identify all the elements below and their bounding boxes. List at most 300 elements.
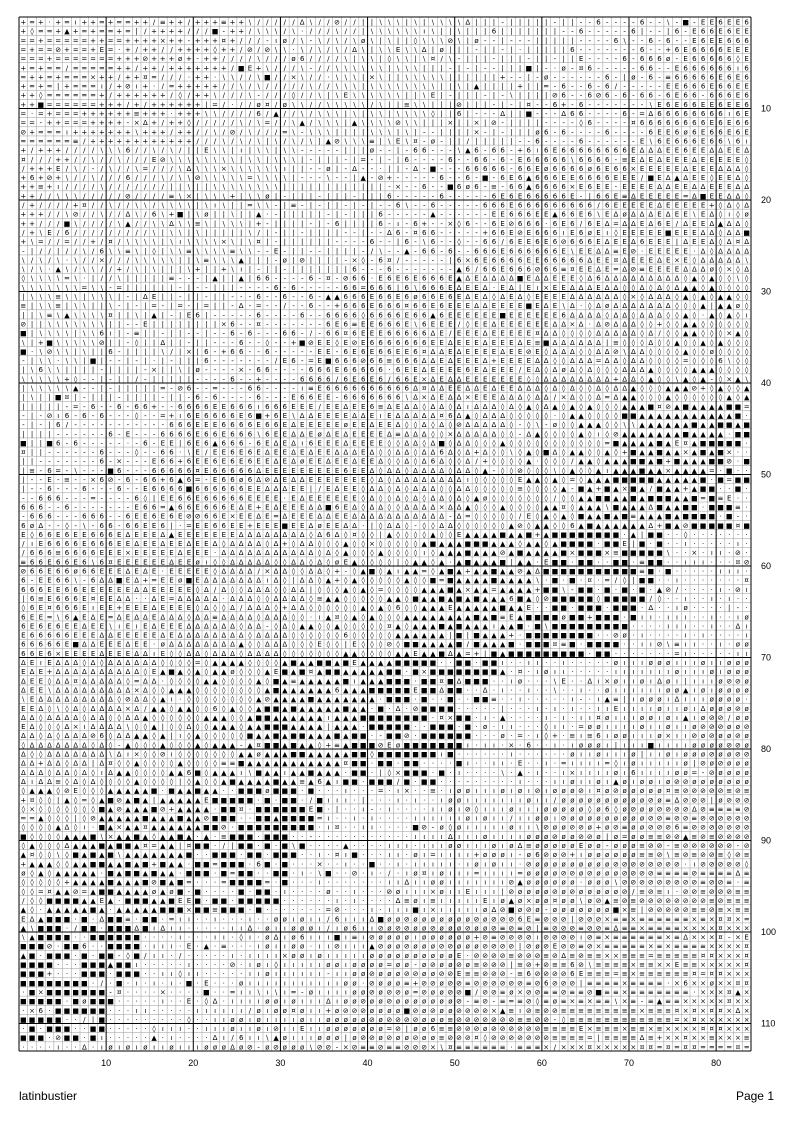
stitch-symbol: ■ bbox=[578, 549, 585, 557]
stitch-symbol: - bbox=[22, 421, 25, 429]
stitch-symbol: + bbox=[90, 110, 96, 118]
stitch-symbol: Δ bbox=[596, 247, 601, 255]
stitch-symbol: ◊ bbox=[492, 439, 496, 447]
stitch-symbol: ◊ bbox=[649, 357, 653, 365]
stitch-symbol: \ bbox=[109, 202, 112, 210]
stitch-symbol: E bbox=[256, 421, 260, 429]
stitch-symbol: 6 bbox=[614, 165, 619, 173]
stitch-symbol: ◊ bbox=[501, 449, 505, 457]
stitch-symbol: 6 bbox=[187, 439, 192, 447]
stitch-symbol: - bbox=[179, 275, 182, 283]
stitch-symbol: ▲ bbox=[692, 458, 698, 466]
stitch-symbol: - bbox=[615, 119, 618, 127]
stitch-symbol: Δ bbox=[727, 165, 732, 173]
stitch-symbol: + bbox=[108, 19, 114, 27]
stitch-symbol: ◊ bbox=[527, 439, 531, 447]
stitch-symbol: 6 bbox=[640, 19, 645, 27]
stitch-symbol: Δ bbox=[230, 549, 235, 557]
stitch-symbol: | bbox=[414, 92, 416, 100]
stitch-symbol: ≡ bbox=[221, 19, 227, 27]
stitch-symbol: ◊ bbox=[327, 558, 331, 566]
stitch-symbol: · bbox=[728, 485, 730, 493]
stitch-symbol: ■ bbox=[639, 476, 646, 484]
stitch-symbol: × bbox=[395, 183, 401, 191]
stitch-symbol: 6 bbox=[387, 320, 392, 328]
stitch-symbol: ◊ bbox=[719, 348, 723, 356]
stitch-symbol: 6 bbox=[649, 92, 654, 100]
stitch-symbol: 6 bbox=[535, 229, 540, 237]
stitch-symbol: 6 bbox=[727, 55, 732, 63]
stitch-symbol: ø bbox=[605, 302, 610, 310]
stitch-symbol: ◊ bbox=[440, 430, 444, 438]
stitch-symbol: ¤ bbox=[527, 101, 532, 109]
stitch-symbol: = bbox=[108, 64, 114, 72]
stitch-symbol: + bbox=[291, 339, 297, 347]
stitch-symbol: E bbox=[535, 293, 539, 301]
stitch-symbol: 6 bbox=[100, 247, 105, 255]
stitch-symbol: ▲ bbox=[552, 403, 558, 411]
stitch-symbol: \ bbox=[345, 137, 348, 145]
stitch-symbol: E bbox=[683, 256, 687, 264]
stitch-symbol: ◊ bbox=[736, 348, 740, 356]
stitch-symbol: ▲ bbox=[448, 549, 454, 557]
stitch-symbol: Δ bbox=[579, 320, 584, 328]
stitch-symbol: 6 bbox=[474, 247, 479, 255]
stitch-symbol: = bbox=[212, 385, 218, 393]
stitch-symbol: ■ bbox=[735, 439, 742, 447]
stitch-symbol: ▲ bbox=[430, 531, 436, 539]
stitch-symbol: ◊ bbox=[536, 503, 540, 511]
stitch-symbol: ■ bbox=[708, 513, 715, 521]
stitch-symbol: ■ bbox=[682, 430, 689, 438]
stitch-symbol: \ bbox=[40, 357, 43, 365]
stitch-symbol: - bbox=[432, 256, 435, 264]
stitch-symbol: - bbox=[301, 330, 304, 338]
stitch-symbol: 6 bbox=[570, 211, 575, 219]
stitch-symbol: = bbox=[55, 137, 61, 145]
stitch-symbol: / bbox=[266, 83, 269, 91]
stitch-symbol: Δ bbox=[657, 293, 662, 301]
stitch-symbol: ■ bbox=[560, 549, 567, 557]
stitch-symbol: | bbox=[92, 302, 94, 310]
stitch-symbol: ■ bbox=[735, 476, 742, 484]
stitch-symbol: / bbox=[92, 202, 95, 210]
stitch-symbol: Δ bbox=[483, 403, 488, 411]
stitch-symbol: - bbox=[676, 37, 679, 45]
stitch-symbol: Δ bbox=[535, 366, 540, 374]
stitch-symbol: 6 bbox=[422, 275, 427, 283]
stitch-symbol: Δ bbox=[648, 339, 653, 347]
stitch-symbol: 6 bbox=[492, 229, 497, 237]
stitch-symbol: | bbox=[266, 137, 268, 145]
stitch-symbol: ▲ bbox=[709, 275, 715, 283]
stitch-symbol: | bbox=[205, 183, 207, 191]
stitch-symbol: E bbox=[344, 412, 348, 420]
stitch-symbol: Δ bbox=[622, 266, 627, 274]
stitch-symbol: - bbox=[371, 266, 374, 274]
stitch-symbol: E bbox=[204, 540, 208, 548]
stitch-symbol: 6 bbox=[579, 28, 584, 36]
stitch-symbol: E bbox=[161, 549, 165, 557]
stitch-symbol: - bbox=[536, 110, 539, 118]
stitch-symbol: / bbox=[118, 183, 121, 191]
stitch-symbol: 6 bbox=[187, 412, 192, 420]
stitch-symbol: | bbox=[449, 110, 451, 118]
stitch-symbol: | bbox=[467, 46, 469, 54]
stitch-symbol: Δ bbox=[439, 522, 444, 530]
stitch-symbol: \ bbox=[737, 275, 740, 283]
stitch-symbol: - bbox=[275, 238, 278, 246]
stitch-symbol: ◊ bbox=[361, 485, 365, 493]
stitch-symbol: \ bbox=[101, 311, 104, 319]
stitch-symbol: - bbox=[432, 220, 435, 228]
stitch-symbol: ▲ bbox=[456, 266, 462, 274]
stitch-symbol: + bbox=[20, 64, 26, 72]
stitch-symbol: ◊ bbox=[605, 385, 609, 393]
stitch-symbol: - bbox=[484, 192, 487, 200]
stitch-symbol: \ bbox=[406, 83, 409, 91]
stitch-symbol: ▲ bbox=[700, 302, 706, 310]
stitch-symbol: ■ bbox=[726, 403, 733, 411]
stitch-symbol: 6 bbox=[492, 28, 497, 36]
stitch-symbol: / bbox=[301, 83, 304, 91]
stitch-symbol: \ bbox=[275, 28, 278, 36]
stitch-symbol: 6 bbox=[344, 284, 349, 292]
stitch-symbol: ▲ bbox=[596, 421, 602, 429]
stitch-symbol: 6 bbox=[657, 55, 662, 63]
stitch-symbol: E bbox=[701, 165, 705, 173]
stitch-symbol: | bbox=[205, 266, 207, 274]
stitch-symbol: 6 bbox=[143, 503, 148, 511]
stitch-symbol: = bbox=[108, 46, 114, 54]
stitch-symbol: E bbox=[727, 156, 731, 164]
stitch-symbol: E bbox=[561, 174, 565, 182]
stitch-symbol: ▲ bbox=[674, 476, 680, 484]
stitch-symbol: ▲ bbox=[648, 467, 654, 475]
stitch-symbol: E bbox=[213, 403, 217, 411]
stitch-symbol: 6 bbox=[91, 549, 96, 557]
stitch-symbol: / bbox=[641, 174, 644, 182]
stitch-symbol: \ bbox=[318, 46, 321, 54]
stitch-symbol: | bbox=[101, 375, 103, 383]
stitch-symbol: Δ bbox=[570, 339, 575, 347]
stitch-symbol: = bbox=[81, 28, 87, 36]
stitch-symbol: ◊ bbox=[388, 549, 392, 557]
stitch-symbol: - bbox=[127, 467, 130, 475]
stitch-symbol: ■ bbox=[682, 403, 689, 411]
stitch-symbol: 6 bbox=[378, 284, 383, 292]
stitch-symbol: 6 bbox=[535, 137, 540, 145]
stitch-symbol: ◊ bbox=[684, 275, 688, 283]
stitch-symbol: / bbox=[310, 330, 313, 338]
stitch-symbol: Δ bbox=[387, 467, 392, 475]
stitch-symbol: E bbox=[718, 192, 722, 200]
stitch-symbol: ≡ bbox=[55, 549, 61, 557]
stitch-symbol: E bbox=[378, 439, 382, 447]
stitch-symbol: ◊ bbox=[422, 403, 426, 411]
stitch-symbol: | bbox=[109, 339, 111, 347]
stitch-symbol: 6 bbox=[553, 202, 558, 210]
stitch-symbol: \ bbox=[188, 174, 191, 182]
stitch-symbol: ◊ bbox=[588, 330, 592, 338]
stitch-symbol: ▲ bbox=[456, 540, 462, 548]
stitch-symbol: \ bbox=[214, 156, 217, 164]
stitch-symbol: | bbox=[423, 64, 425, 72]
stitch-symbol: | bbox=[510, 28, 512, 36]
stitch-symbol: ◊ bbox=[562, 421, 566, 429]
stitch-symbol: ■ bbox=[691, 421, 698, 429]
stitch-symbol: | bbox=[31, 330, 33, 338]
stitch-symbol: - bbox=[135, 357, 138, 365]
stitch-symbol: 6 bbox=[256, 394, 261, 402]
stitch-symbol: Δ bbox=[178, 549, 183, 557]
stitch-symbol: + bbox=[64, 83, 70, 91]
stitch-symbol: ◊ bbox=[544, 540, 548, 548]
stitch-symbol: 6 bbox=[544, 247, 549, 255]
stitch-symbol: 6 bbox=[248, 467, 253, 475]
stitch-symbol: \ bbox=[40, 348, 43, 356]
stitch-symbol: ◊ bbox=[527, 293, 531, 301]
stitch-symbol: | bbox=[240, 156, 242, 164]
stitch-symbol: 6 bbox=[256, 385, 261, 393]
stitch-symbol: ■ bbox=[717, 439, 724, 447]
stitch-symbol: 6 bbox=[213, 513, 218, 521]
stitch-symbol: E bbox=[344, 92, 348, 100]
stitch-symbol: / bbox=[31, 256, 34, 264]
stitch-symbol: ■ bbox=[665, 513, 672, 521]
stitch-symbol: = bbox=[20, 46, 26, 54]
stitch-symbol: E bbox=[474, 394, 478, 402]
stitch-symbol: \ bbox=[83, 348, 86, 356]
stitch-symbol: - bbox=[284, 266, 287, 274]
stitch-symbol: Δ bbox=[736, 174, 741, 182]
stitch-symbol: ø bbox=[283, 37, 288, 45]
stitch-symbol: = bbox=[99, 55, 105, 63]
stitch-symbol: \ bbox=[728, 357, 731, 365]
stitch-symbol: 6 bbox=[405, 284, 410, 292]
stitch-symbol: + bbox=[230, 28, 236, 36]
stitch-symbol: E bbox=[527, 339, 531, 347]
stitch-symbol: E bbox=[553, 302, 557, 310]
stitch-symbol: Δ bbox=[579, 311, 584, 319]
stitch-symbol: | bbox=[632, 540, 634, 548]
stitch-symbol: - bbox=[606, 19, 609, 27]
stitch-symbol: E bbox=[666, 247, 670, 255]
stitch-symbol: | bbox=[196, 192, 198, 200]
stitch-symbol: \ bbox=[240, 183, 243, 191]
stitch-symbol: \ bbox=[57, 339, 60, 347]
stitch-symbol: Δ bbox=[622, 385, 627, 393]
stitch-symbol: E bbox=[509, 375, 513, 383]
stitch-symbol: \ bbox=[257, 28, 260, 36]
stitch-symbol: ◊ bbox=[597, 403, 601, 411]
stitch-symbol: E bbox=[527, 320, 531, 328]
stitch-symbol: ▲ bbox=[622, 403, 628, 411]
stitch-symbol: E bbox=[370, 412, 374, 420]
stitch-symbol: E bbox=[570, 229, 574, 237]
stitch-symbol: - bbox=[519, 421, 522, 429]
stitch-symbol: ▲ bbox=[692, 412, 698, 420]
stitch-symbol: 6 bbox=[561, 192, 566, 200]
stitch-symbol: | bbox=[528, 73, 530, 81]
stitch-symbol: ◊ bbox=[588, 385, 592, 393]
stitch-symbol: / bbox=[284, 83, 287, 91]
stitch-symbol: \ bbox=[336, 83, 339, 91]
stitch-symbol: 6 bbox=[239, 339, 244, 347]
stitch-symbol: 6 bbox=[178, 467, 183, 475]
stitch-symbol: Δ bbox=[309, 412, 314, 420]
stitch-symbol: 6 bbox=[387, 266, 392, 274]
stitch-symbol: - bbox=[336, 238, 339, 246]
stitch-symbol: / bbox=[92, 211, 95, 219]
stitch-symbol: \ bbox=[318, 128, 321, 136]
stitch-symbol: ■ bbox=[726, 467, 733, 475]
stitch-symbol: Δ bbox=[256, 540, 261, 548]
stitch-symbol: ı bbox=[737, 540, 739, 548]
stitch-symbol: | bbox=[162, 320, 164, 328]
stitch-symbol: 6 bbox=[56, 439, 61, 447]
stitch-symbol: 6 bbox=[248, 449, 253, 457]
stitch-symbol: / bbox=[284, 19, 287, 27]
stitch-symbol: Δ bbox=[701, 247, 706, 255]
stitch-symbol: - bbox=[153, 412, 156, 420]
stitch-symbol: Δ bbox=[509, 394, 514, 402]
stitch-symbol: 6 bbox=[187, 476, 192, 484]
stitch-symbol: Δ bbox=[126, 211, 131, 219]
stitch-symbol: E bbox=[457, 293, 461, 301]
stitch-symbol: E bbox=[518, 156, 522, 164]
stitch-symbol: - bbox=[257, 339, 260, 347]
stitch-symbol: \ bbox=[118, 220, 121, 228]
stitch-symbol: | bbox=[571, 19, 573, 27]
stitch-symbol: \ bbox=[606, 503, 609, 511]
stitch-symbol: \ bbox=[650, 101, 653, 109]
stitch-symbol: / bbox=[571, 458, 574, 466]
stitch-symbol: E bbox=[344, 513, 348, 521]
stitch-symbol: \ bbox=[162, 256, 165, 264]
stitch-symbol: + bbox=[238, 19, 244, 27]
stitch-symbol: \ bbox=[240, 137, 243, 145]
stitch-symbol: E bbox=[126, 558, 130, 566]
stitch-symbol: ◊ bbox=[431, 549, 435, 557]
stitch-symbol: ■ bbox=[525, 110, 532, 118]
stitch-symbol: | bbox=[284, 220, 286, 228]
stitch-symbol: = bbox=[38, 137, 44, 145]
stitch-symbol: - bbox=[74, 476, 77, 484]
stitch-symbol: E bbox=[152, 540, 156, 548]
stitch-symbol: | bbox=[641, 28, 643, 36]
stitch-symbol: \ bbox=[362, 64, 365, 72]
stitch-symbol: / bbox=[40, 247, 43, 255]
stitch-symbol: E bbox=[378, 430, 382, 438]
stitch-symbol: 6 bbox=[439, 284, 444, 292]
stitch-symbol: ■ bbox=[586, 540, 593, 548]
stitch-symbol: | bbox=[379, 192, 381, 200]
stitch-symbol: Δ bbox=[596, 348, 601, 356]
stitch-symbol: = bbox=[47, 137, 53, 145]
stitch-symbol: Δ bbox=[666, 275, 671, 283]
stitch-symbol: 6 bbox=[588, 202, 593, 210]
stitch-symbol: / bbox=[327, 37, 330, 45]
stitch-symbol: | bbox=[414, 128, 416, 136]
stitch-symbol: - bbox=[301, 202, 304, 210]
stitch-symbol: ◊ bbox=[379, 449, 383, 457]
stitch-symbol: Δ bbox=[483, 357, 488, 365]
stitch-symbol: ◊ bbox=[745, 357, 749, 365]
stitch-symbol: | bbox=[388, 165, 390, 173]
stitch-symbol: = bbox=[55, 64, 61, 72]
stitch-symbol: 6 bbox=[579, 256, 584, 264]
stitch-symbol: ◊ bbox=[553, 522, 557, 530]
stitch-symbol: + bbox=[665, 458, 671, 466]
stitch-symbol: + bbox=[221, 266, 227, 274]
stitch-symbol: + bbox=[81, 19, 87, 27]
stitch-symbol: Δ bbox=[370, 513, 375, 521]
stitch-symbol: 6 bbox=[309, 439, 314, 447]
stitch-symbol: · bbox=[711, 531, 713, 539]
stitch-symbol: / bbox=[310, 73, 313, 81]
stitch-symbol: ≡ bbox=[47, 311, 53, 319]
stitch-symbol: | bbox=[196, 302, 198, 310]
stitch-symbol: / bbox=[353, 28, 356, 36]
stitch-symbol: | bbox=[249, 147, 251, 155]
stitch-symbol: / bbox=[118, 73, 121, 81]
stitch-symbol: E bbox=[640, 229, 644, 237]
stitch-symbol: 6 bbox=[466, 366, 471, 374]
stitch-symbol: = bbox=[73, 83, 79, 91]
stitch-symbol: - bbox=[257, 348, 260, 356]
stitch-symbol: Δ bbox=[396, 476, 401, 484]
stitch-symbol: ¤ bbox=[108, 311, 113, 319]
stitch-symbol: ▲ bbox=[465, 531, 471, 539]
stitch-symbol: - bbox=[606, 64, 609, 72]
stitch-symbol: = bbox=[73, 37, 79, 45]
stitch-symbol: E bbox=[657, 128, 661, 136]
stitch-symbol: | bbox=[562, 37, 564, 45]
stitch-symbol: + bbox=[169, 55, 175, 63]
stitch-symbol: = bbox=[73, 92, 79, 100]
stitch-symbol: ▲ bbox=[622, 494, 628, 502]
stitch-symbol: - bbox=[345, 165, 348, 173]
stitch-symbol: ◊ bbox=[553, 485, 557, 493]
stitch-symbol: + bbox=[142, 83, 148, 91]
stitch-symbol: Δ bbox=[640, 156, 645, 164]
stitch-symbol: / bbox=[292, 110, 295, 118]
stitch-symbol: 6 bbox=[553, 247, 558, 255]
stitch-symbol: - bbox=[467, 64, 470, 72]
stitch-symbol: Δ bbox=[457, 467, 462, 475]
stitch-symbol: ▲ bbox=[387, 531, 393, 539]
stitch-symbol: | bbox=[484, 46, 486, 54]
stitch-symbol: ■ bbox=[647, 549, 654, 557]
stitch-symbol: E bbox=[143, 531, 147, 539]
stitch-symbol: - bbox=[353, 229, 356, 237]
stitch-symbol: ▲ bbox=[483, 549, 489, 557]
stitch-symbol: E bbox=[300, 403, 304, 411]
stitch-symbol: ı bbox=[537, 284, 539, 292]
stitch-symbol: - bbox=[301, 293, 304, 301]
stitch-symbol: ▲ bbox=[639, 439, 645, 447]
stitch-symbol: ▲ bbox=[648, 430, 654, 438]
stitch-symbol: 6 bbox=[718, 137, 723, 145]
stitch-symbol: \ bbox=[432, 83, 435, 91]
stitch-symbol: ◊ bbox=[675, 311, 679, 319]
stitch-symbol: E bbox=[509, 366, 513, 374]
stitch-symbol: \ bbox=[257, 73, 260, 81]
stitch-symbol: 6 bbox=[344, 293, 349, 301]
stitch-symbol: 6 bbox=[187, 467, 192, 475]
stitch-symbol: / bbox=[249, 37, 252, 45]
